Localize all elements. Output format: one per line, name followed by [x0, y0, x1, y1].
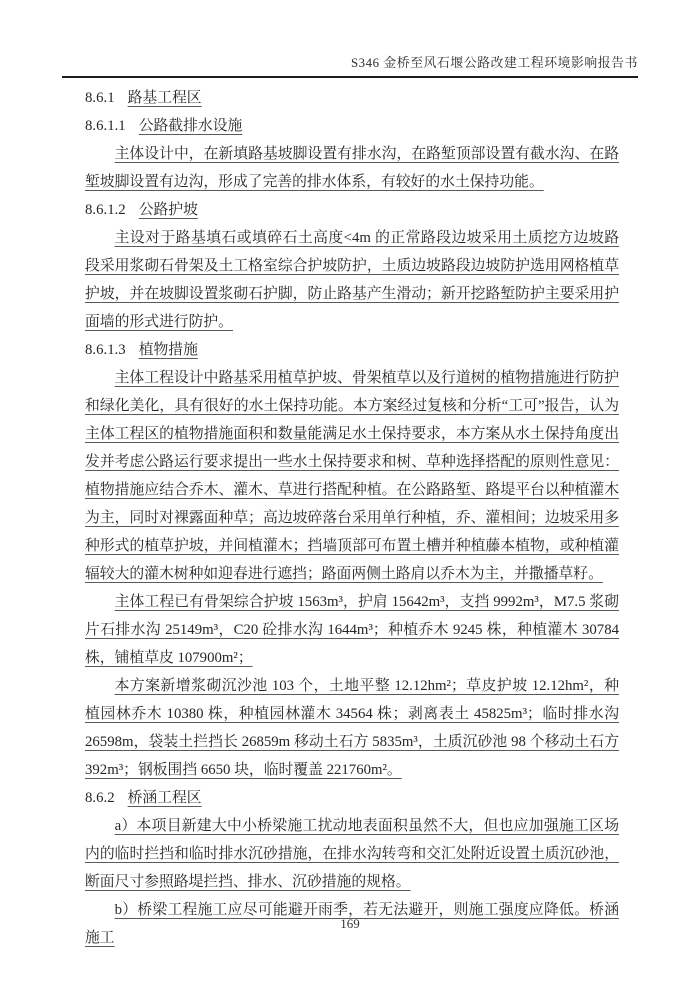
heading-number: 8.6.1	[85, 90, 115, 106]
heading-number: 8.6.1.1	[85, 118, 126, 134]
heading-number: 8.6.1.3	[85, 342, 126, 358]
paragraph: 主体设计中，在新填路基坡脚设置有排水沟，在路堑顶部设置有截水沟、在路堑坡脚设置有边沟，形成了完善的排水体系，有较好的水土保持功能。	[85, 146, 619, 190]
page-footer	[0, 916, 700, 932]
section-heading-8.6.2	[85, 784, 619, 812]
paragraph: b）桥梁工程施工应尽可能避开雨季，若无法避开，则施工强度应降低。桥涵施工	[85, 902, 619, 946]
section-heading-8.6.1	[85, 84, 619, 112]
paragraph: 主设对于路基填石或填碎石土高度<4m 的正常路段边坡采用土质挖方边坡路段采用浆砌石骨架及土工格室综合护坡防护，土质边坡路段边坡防护选用网格植草护坡，并在坡脚设置浆砌石护脚，防止路基产生滑动；新开挖路堑防护主要采用护面墙的形式进行防护。	[85, 230, 619, 330]
paragraph: 主体工程已有骨架综合护坡 1563m³，护肩 15642m³，支挡 9992m³，M7.5 浆砌片石排水沟 25149m³，C20 砼排水沟 1644m³；种植乔木 9245 株，种植灌木 30784 株，铺植草皮 107900m²；	[85, 594, 619, 666]
paragraph: a）本项目新建大中小桥梁施工扰动地表面积虽然不大，但也应加强施工区场内的临时拦挡和临时排水沉砂措施，在排水沟转弯和交汇处附近设置土质沉砂池，断面尺寸参照路堤拦挡、排水、沉砂措施的规格。	[85, 818, 619, 890]
heading-title: 路基工程区	[127, 90, 202, 106]
heading-number: 8.6.1.2	[85, 202, 126, 218]
page-header	[62, 52, 638, 78]
paragraph: 主体工程设计中路基采用植草护坡、骨架植草以及行道树的植物措施进行防护和绿化美化，具有很好的水土保持功能。本方案经过复核和分析“工可”报告，认为主体工程区的植物措施面积和数量能满足水土保持要求，本方案从水土保持角度出发并考虑公路运行要求提出一些水土保持要求和树、草种选择搭配的原则性意见：植物措施应结合乔木、灌木、草进行搭配种植。在公路路堑、路堤平台以种植灌木为主，同时对裸露面种草；高边坡碎落台采用单行种植，乔、灌相间；边坡采用多种形式的植草护坡，并间植灌木；挡墙顶部可布置土槽并种植藤本植物，或种植灌辐较大的灌木树种如迎春进行遮挡；路面两侧土路肩以乔木为主，并撒播草籽。	[85, 370, 619, 582]
section-heading-8.6.1.3	[85, 336, 619, 364]
page-number: 169	[340, 916, 360, 931]
paragraph: 本方案新增浆砌沉沙池 103 个，土地平整 12.12hm²；草皮护坡 12.12hm²，种植园林乔木 10380 株，种植园林灌木 34564 株；剥离表土 45825m³；临时排水沟 26598m，袋装土拦挡长 26859m 移动土石方 5835m³，土质沉砂池 98 个移动土石方 392m³；钢板围挡 6650 块，临时覆盖 221760m²。	[85, 678, 619, 778]
heading-title: 植物措施	[138, 342, 198, 358]
section-heading-8.6.1.2	[85, 196, 619, 224]
section-heading-8.6.1.1	[85, 112, 619, 140]
heading-title: 公路截排水设施	[138, 118, 243, 134]
document-body	[85, 84, 619, 952]
heading-number: 8.6.2	[85, 790, 115, 806]
heading-title: 公路护坡	[138, 202, 198, 218]
header-title: S346 金桥至风石堰公路改建工程环境影响报告书	[350, 56, 638, 70]
heading-title: 桥涵工程区	[127, 790, 202, 806]
